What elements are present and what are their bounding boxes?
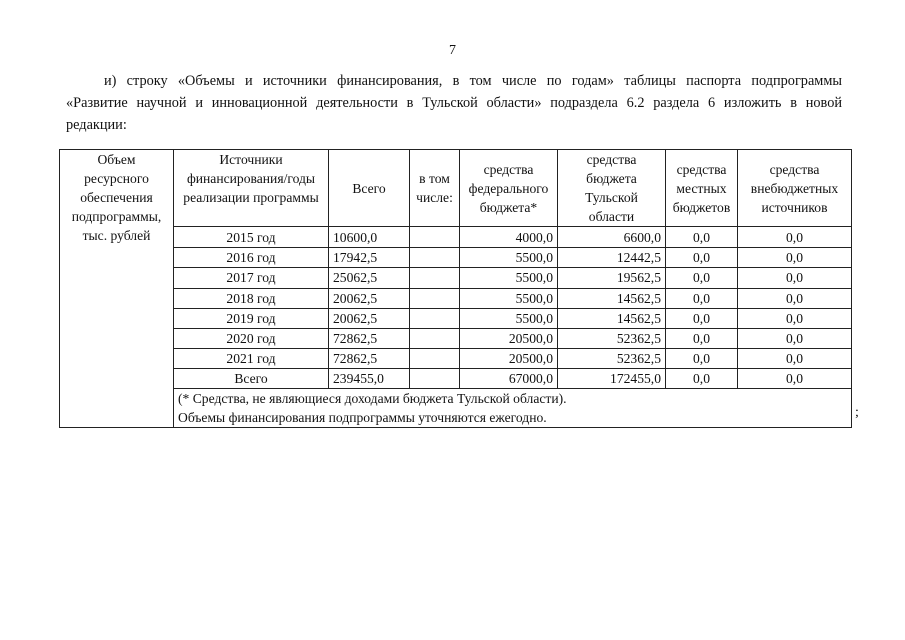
federal-cell: 5500,0 bbox=[460, 308, 558, 328]
annual-clarification-note: Объемы финансирования подпрограммы уточняются ежегодно. bbox=[178, 410, 547, 426]
regional-cell: 52362,5 bbox=[558, 329, 666, 349]
federal-cell: 20500,0 bbox=[460, 349, 558, 369]
total-header: Всего bbox=[329, 150, 410, 227]
regional-cell: 52362,5 bbox=[558, 349, 666, 369]
table-row bbox=[60, 227, 852, 248]
empty-cell bbox=[410, 288, 460, 308]
local-cell: 0,0 bbox=[666, 268, 738, 288]
sources-header: Источники финансирования/годы реализации программы bbox=[174, 150, 329, 227]
totals-federal-cell: 67000,0 bbox=[460, 369, 558, 389]
regional-cell: 12442,5 bbox=[558, 248, 666, 268]
total-cell: 20062,5 bbox=[329, 308, 410, 328]
empty-cell bbox=[410, 227, 460, 248]
regional-cell: 14562,5 bbox=[558, 308, 666, 328]
federal-header: средства федерального бюджета* bbox=[460, 150, 558, 227]
notes-cell bbox=[174, 389, 852, 428]
footnote: (* Средства, не являющиеся доходами бюджета Тульской области). bbox=[178, 391, 567, 407]
extra-cell: 0,0 bbox=[738, 349, 852, 369]
total-cell: 10600,0 bbox=[329, 227, 410, 248]
intro-line-3: редакции: bbox=[66, 117, 127, 133]
including-header: в том числе: bbox=[410, 150, 460, 227]
extra-cell: 0,0 bbox=[738, 227, 852, 248]
empty-cell bbox=[410, 329, 460, 349]
local-cell: 0,0 bbox=[666, 227, 738, 248]
regional-header: средства бюджета Тульской области bbox=[558, 150, 666, 227]
federal-cell: 4000,0 bbox=[460, 227, 558, 248]
empty-cell bbox=[410, 308, 460, 328]
totals-regional-cell: 172455,0 bbox=[558, 369, 666, 389]
local-cell: 0,0 bbox=[666, 349, 738, 369]
year-cell: 2017 год bbox=[174, 268, 329, 288]
totals-label: Всего bbox=[174, 369, 329, 389]
table-row bbox=[60, 349, 852, 369]
table-row bbox=[60, 268, 852, 288]
empty-cell bbox=[410, 248, 460, 268]
year-cell: 2015 год bbox=[174, 227, 329, 248]
total-cell: 17942,5 bbox=[329, 248, 410, 268]
table-row bbox=[60, 248, 852, 268]
regional-cell: 14562,5 bbox=[558, 288, 666, 308]
totals-row bbox=[60, 369, 852, 389]
totals-local-cell: 0,0 bbox=[666, 369, 738, 389]
financing-table bbox=[59, 149, 852, 428]
federal-cell: 20500,0 bbox=[460, 329, 558, 349]
intro-line-2: «Развитие научной и инновационной деятельности в Тульской области» подраздела 6.2 раздела 6 изложить в новой bbox=[66, 95, 842, 111]
table-row bbox=[60, 288, 852, 308]
federal-cell: 5500,0 bbox=[460, 268, 558, 288]
year-cell: 2021 год bbox=[174, 349, 329, 369]
totals-extra-cell: 0,0 bbox=[738, 369, 852, 389]
federal-cell: 5500,0 bbox=[460, 248, 558, 268]
resource-volume-header: Объем ресурсного обеспечения подпрограммы, тыс. рублей bbox=[60, 150, 174, 428]
table-row bbox=[60, 308, 852, 328]
notes-row bbox=[60, 389, 852, 428]
empty-cell bbox=[410, 349, 460, 369]
trailing-semicolon: ; bbox=[855, 405, 859, 420]
regional-cell: 19562,5 bbox=[558, 268, 666, 288]
year-cell: 2018 год bbox=[174, 288, 329, 308]
total-cell: 20062,5 bbox=[329, 288, 410, 308]
year-cell: 2019 год bbox=[174, 308, 329, 328]
extra-cell: 0,0 bbox=[738, 248, 852, 268]
total-cell: 25062,5 bbox=[329, 268, 410, 288]
table-row bbox=[60, 329, 852, 349]
local-cell: 0,0 bbox=[666, 308, 738, 328]
totals-total-cell: 239455,0 bbox=[329, 369, 410, 389]
extra-cell: 0,0 bbox=[738, 288, 852, 308]
extra-cell: 0,0 bbox=[738, 308, 852, 328]
regional-cell: 6600,0 bbox=[558, 227, 666, 248]
local-cell: 0,0 bbox=[666, 288, 738, 308]
page-number: 7 bbox=[449, 43, 456, 58]
year-cell: 2020 год bbox=[174, 329, 329, 349]
intro-line-1: и) строку «Объемы и источники финансирования, в том числе по годам» таблицы паспорта подпрограммы bbox=[104, 73, 842, 89]
local-cell: 0,0 bbox=[666, 329, 738, 349]
extra-cell: 0,0 bbox=[738, 329, 852, 349]
total-cell: 72862,5 bbox=[329, 329, 410, 349]
total-cell: 72862,5 bbox=[329, 349, 410, 369]
local-cell: 0,0 bbox=[666, 248, 738, 268]
extrabudget-header: средства внебюджетных источников bbox=[738, 150, 852, 227]
extra-cell: 0,0 bbox=[738, 268, 852, 288]
year-cell: 2016 год bbox=[174, 248, 329, 268]
empty-cell bbox=[410, 268, 460, 288]
table-header-row bbox=[60, 150, 852, 227]
federal-cell: 5500,0 bbox=[460, 288, 558, 308]
local-header: средства местных бюджетов bbox=[666, 150, 738, 227]
empty-cell bbox=[410, 369, 460, 389]
